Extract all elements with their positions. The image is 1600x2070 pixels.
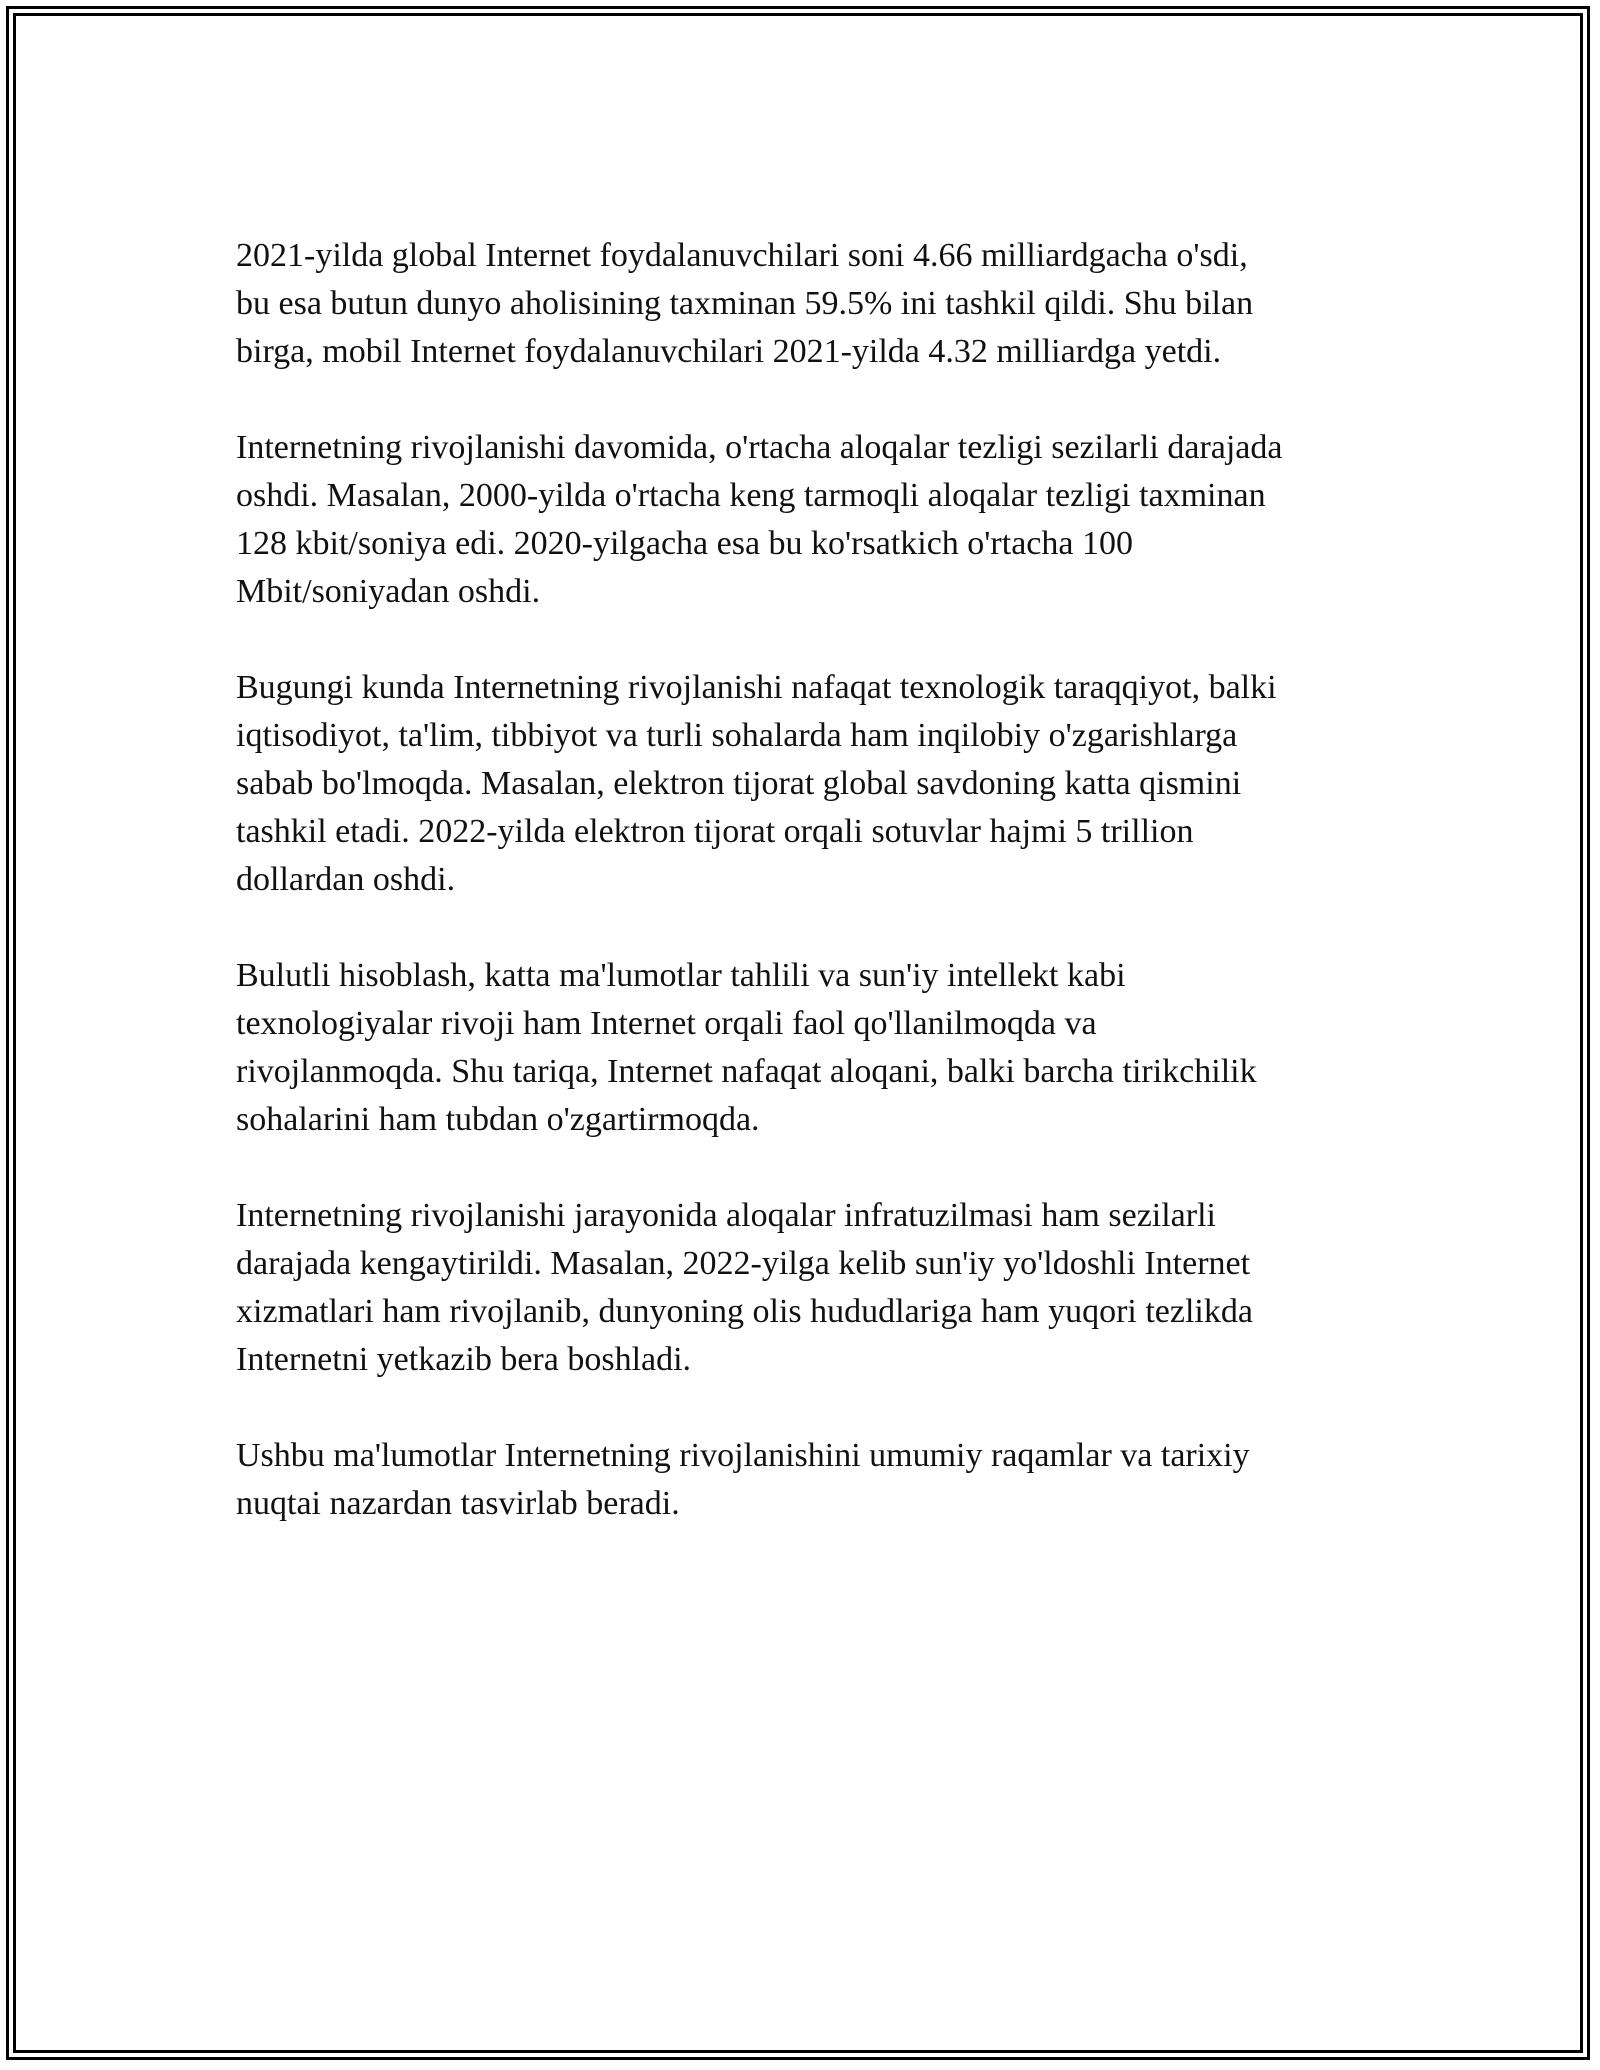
paragraph-line: sabab bo'lmoqda. Masalan, elektron tijorat global savdoning katta qismini — [236, 765, 1242, 802]
paragraph-line: texnologiyalar rivoji ham Internet orqali faol qo'llanilmoqda va — [236, 1005, 1097, 1042]
paragraph-line: Bulutli hisoblash, katta ma'lumotlar tahlili va sun'iy intellekt kabi — [236, 957, 1126, 994]
paragraph-line: dollardan oshdi. — [236, 861, 456, 898]
paragraph-line: Internetning rivojlanishi davomida, o'rtacha aloqalar tezligi sezilarli darajada — [236, 429, 1283, 466]
paragraph-4 — [236, 952, 1386, 1144]
paragraph-line: xizmatlari ham rivojlanib, dunyoning olis hududlariga ham yuqori tezlikda — [236, 1293, 1253, 1330]
paragraph-line: nuqtai nazardan tasvirlab beradi. — [236, 1485, 680, 1522]
paragraph-6 — [236, 1432, 1386, 1528]
paragraph-line: darajada kengaytirildi. Masalan, 2022-yilga kelib sun'iy yo'ldoshli Internet — [236, 1245, 1251, 1282]
paragraph-line: rivojlanmoqda. Shu tariqa, Internet nafaqat aloqani, balki barcha tirikchilik — [236, 1053, 1257, 1090]
paragraph-line: 2021-yilda global Internet foydalanuvchilari soni 4.66 milliardgacha o'sdi, — [236, 237, 1248, 274]
paragraph-line: Internetni yetkazib bera boshladi. — [236, 1341, 692, 1378]
paragraph-line: Ushbu ma'lumotlar Internetning rivojlanishini umumiy raqamlar va tarixiy — [236, 1437, 1250, 1474]
paragraph-line: iqtisodiyot, ta'lim, tibbiyot va turli sohalarda ham inqilobiy o'zgarishlarga — [236, 717, 1238, 754]
paragraph-line: birga, mobil Internet foydalanuvchilari 2021-yilda 4.32 milliardga yetdi. — [236, 333, 1222, 370]
paragraph-line: Mbit/soniyadan oshdi. — [236, 573, 541, 610]
document-body — [236, 232, 1386, 1576]
paragraph-5 — [236, 1192, 1386, 1384]
paragraph-1 — [236, 232, 1386, 376]
paragraph-line: bu esa butun dunyo aholisining taxminan 59.5% ini tashkil qildi. Shu bilan — [236, 285, 1254, 322]
paragraph-line: sohalarini ham tubdan o'zgartirmoqda. — [236, 1101, 760, 1138]
paragraph-line: Bugungi kunda Internetning rivojlanishi nafaqat texnologik taraqqiyot, balki — [236, 669, 1277, 706]
paragraph-line: Internetning rivojlanishi jarayonida aloqalar infratuzilmasi ham sezilarli — [236, 1197, 1216, 1234]
paragraph-line: 128 kbit/soniya edi. 2020-yilgacha esa bu ko'rsatkich o'rtacha 100 — [236, 525, 1133, 562]
paragraph-2 — [236, 424, 1386, 616]
paragraph-3 — [236, 664, 1386, 904]
paragraph-line: oshdi. Masalan, 2000-yilda o'rtacha keng tarmoqli aloqalar tezligi taxminan — [236, 477, 1266, 514]
paragraph-line: tashkil etadi. 2022-yilda elektron tijorat orqali sotuvlar hajmi 5 trillion — [236, 813, 1194, 850]
